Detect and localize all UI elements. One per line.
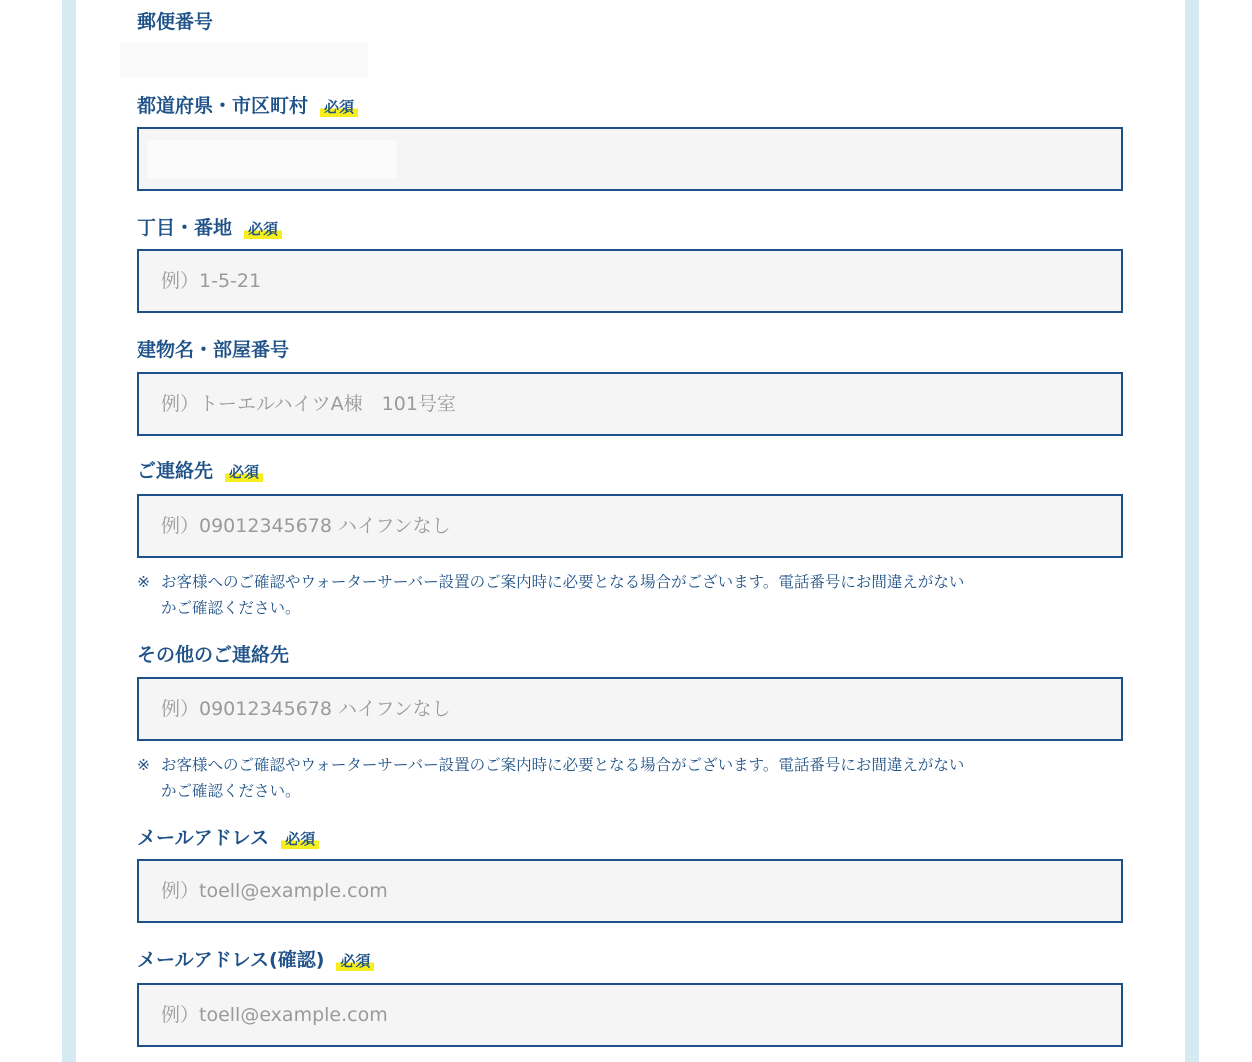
note-mark: ※	[137, 756, 150, 774]
note-line: かご確認ください。	[161, 599, 301, 617]
page-frame-left	[62, 0, 76, 1062]
note-line: お客様へのご確認やウォーターサーバー設置のご案内時に必要となる場合がございます。電話番号にお間違えがない	[161, 573, 965, 591]
email-input[interactable]	[139, 861, 1121, 921]
contact-label: ご連絡先 必須	[137, 459, 263, 483]
postal-code-label: 郵便番号	[137, 11, 214, 33]
email-confirm-field[interactable]	[137, 983, 1123, 1047]
email-confirm-label: メールアドレス(確認) 必須	[137, 948, 374, 972]
contact-field[interactable]	[137, 494, 1123, 558]
other-contact-input[interactable]	[139, 679, 1121, 739]
required-badge: 必須	[336, 951, 374, 971]
page-frame-right	[1185, 0, 1199, 1062]
other-contact-note	[137, 752, 1127, 804]
block-number-field[interactable]	[137, 249, 1123, 313]
email-label: メールアドレス 必須	[137, 826, 319, 850]
required-badge: 必須	[281, 829, 319, 849]
note-mark: ※	[137, 573, 150, 591]
prefecture-city-label: 都道府県・市区町村 必須	[137, 94, 358, 118]
block-number-input[interactable]	[139, 251, 1121, 311]
required-badge: 必須	[225, 462, 263, 482]
required-badge: 必須	[244, 219, 282, 239]
required-badge: 必須	[320, 97, 358, 117]
building-room-input[interactable]	[139, 374, 1121, 434]
building-room-label: 建物名・部屋番号	[137, 339, 290, 361]
email-field[interactable]	[137, 859, 1123, 923]
postal-code-value-redacted	[120, 42, 368, 78]
other-contact-field[interactable]	[137, 677, 1123, 741]
block-number-label: 丁目・番地 必須	[137, 216, 282, 240]
note-line: かご確認ください。	[161, 782, 301, 800]
prefecture-city-value-redacted	[147, 140, 397, 178]
contact-input[interactable]	[139, 496, 1121, 556]
note-line: お客様へのご確認やウォーターサーバー設置のご案内時に必要となる場合がございます。電話番号にお間違えがない	[161, 756, 965, 774]
email-confirm-input[interactable]	[139, 985, 1121, 1045]
building-room-field[interactable]	[137, 372, 1123, 436]
contact-note	[137, 569, 1127, 621]
other-contact-label: その他のご連絡先	[137, 644, 290, 666]
